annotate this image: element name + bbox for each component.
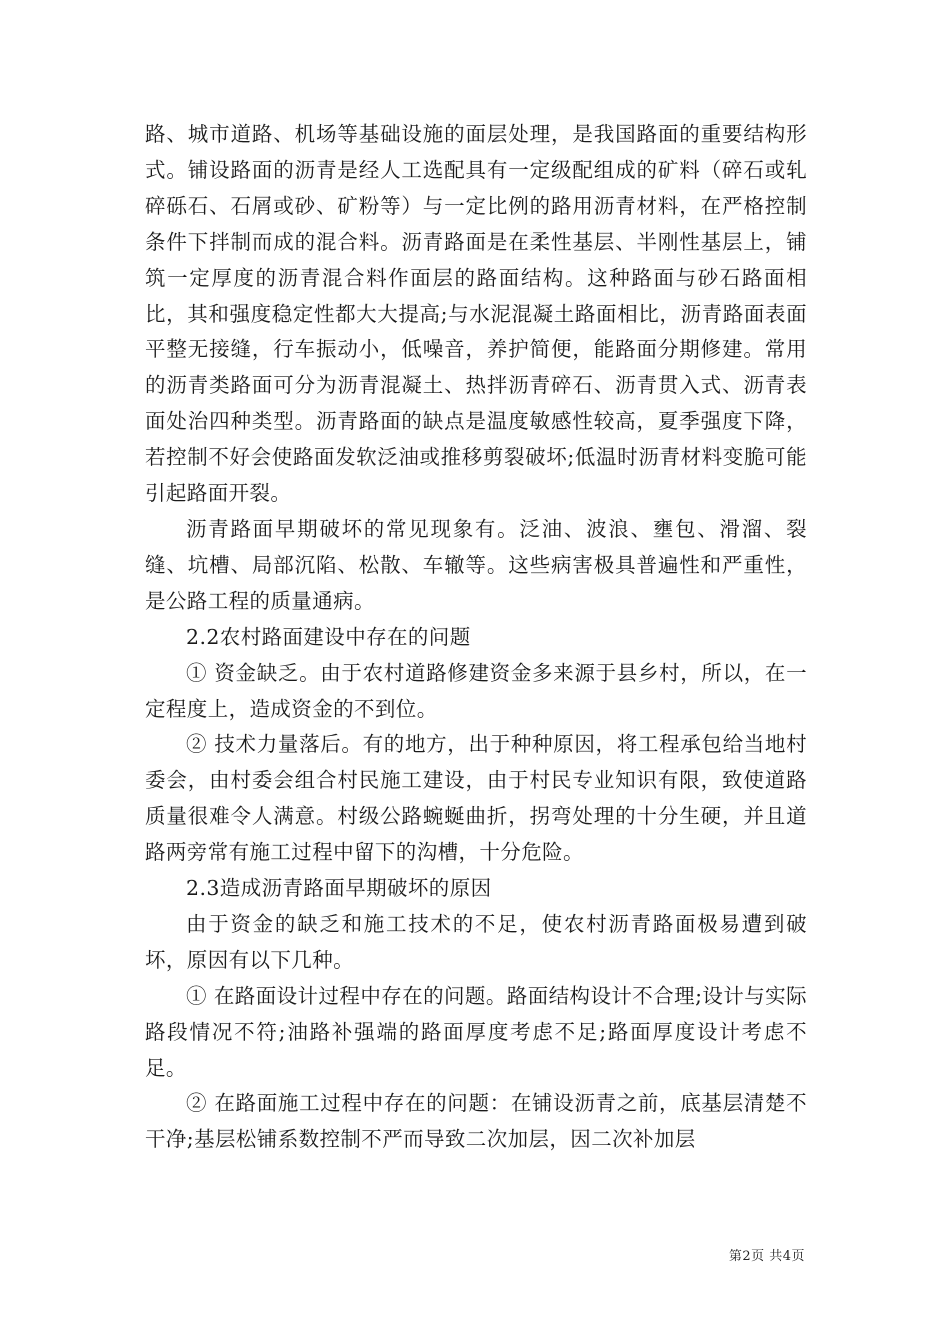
list-item-technical: ② 技术力量落后。有的地方，出于种种原因，将工程承包给当地村委会，由村委会组合村民施工建设，由于村民专业知识有限，致使道路质量很难令人满意。村级公路蜿蜒曲折，拐弯处理的十分生硬，并且道路两旁常有施工过程中留下的沟槽，十分危险。 <box>145 732 807 865</box>
section-heading-2-2: 2.2农村路面建设中存在的问题 <box>186 624 471 649</box>
paragraph-causes-intro: 由于资金的缺乏和施工技术的不足，使农村沥青路面极易遭到破坏，原因有以下几种。 <box>145 911 807 972</box>
section-heading-2-3: 2.3造成沥青路面早期破坏的原因 <box>186 876 492 901</box>
list-item-construction: ② 在路面施工过程中存在的问题：在铺设沥青之前，底基层清楚不干净;基层松铺系数控制不严而导致二次加层，因二次补加层 <box>145 1091 807 1152</box>
paragraph-continuation: 路、城市道路、机场等基础设施的面层处理，是我国路面的重要结构形式。铺设路面的沥青是经人工选配具有一定级配组成的矿料（碎石或轧碎砾石、石屑或砂、矿粉等）与一定比例的路用沥青材料，在严格控制条件下拌制而成的混合料。沥青路面是在柔性基层、半刚性基层上，铺筑一定厚度的沥青混合料作面层的路面结构。这种路面与砂石路面相比，其和强度稳定性都大大提高;与水泥混凝土路面相比，沥青路面表面平整无接缝，行车振动小，低噪音，养护简便，能路面分期修建。常用的沥青类路面可分为沥青混凝土、热拌沥青碎石、沥青贯入式、沥青表面处治四种类型。沥青路面的缺点是温度敏感性较高，夏季强度下降，若控制不好会使路面发软泛油或推移剪裂破坏;低温时沥青材料变脆可能引起路面开裂。 <box>145 122 807 506</box>
page-number: 第2页 共4页 <box>728 1249 805 1264</box>
list-item-funding: ① 资金缺乏。由于农村道路修建资金多来源于县乡村，所以，在一定程度上，造成资金的不到位。 <box>145 660 807 721</box>
document-body <box>145 117 807 1158</box>
list-item-design: ① 在路面设计过程中存在的问题。路面结构设计不合理;设计与实际路段情况不符;油路补强端的路面厚度考虑不足;路面厚度设计考虑不足。 <box>145 983 807 1080</box>
paragraph-early-damage: 沥青路面早期破坏的常见现象有。泛油、波浪、壅包、滑溜、裂缝、坑槽、局部沉陷、松散、车辙等。这些病害极具普遍性和严重性，是公路工程的质量通病。 <box>145 516 807 613</box>
